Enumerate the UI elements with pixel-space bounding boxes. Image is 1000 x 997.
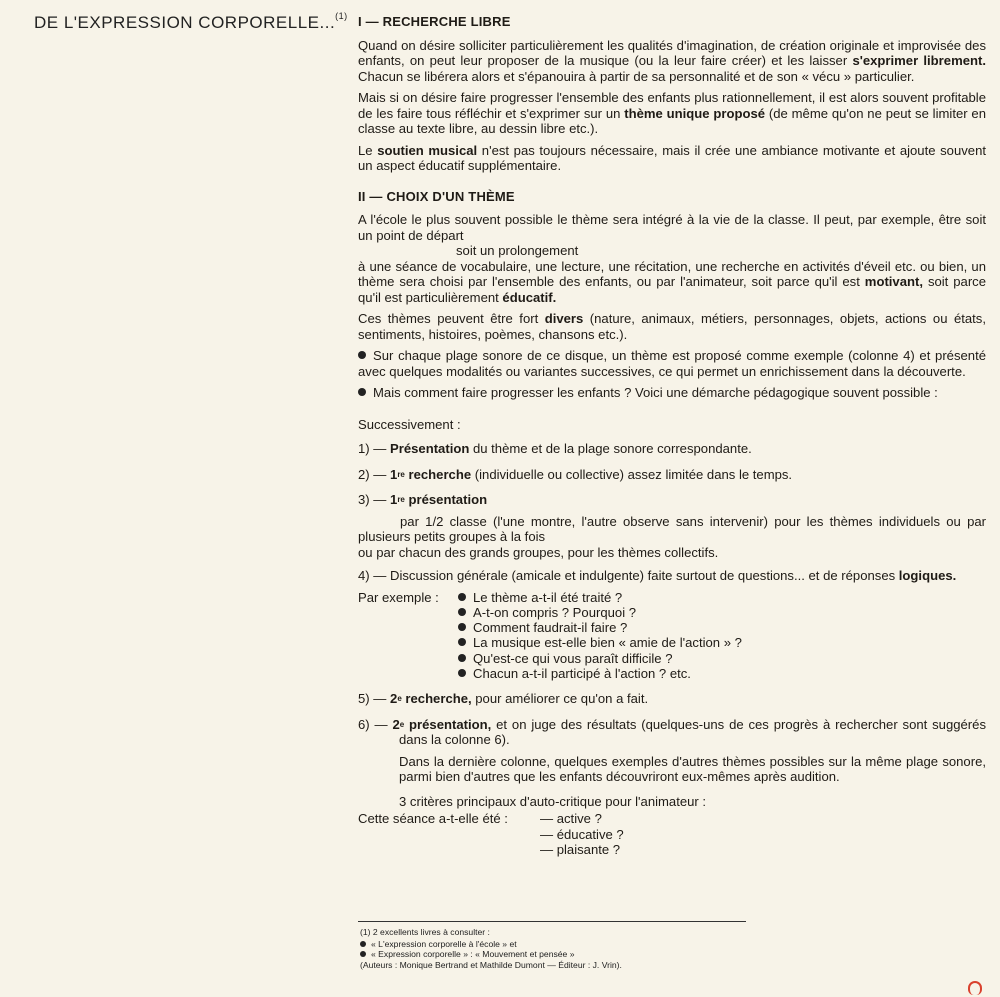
text: (nature, animaux, métiers, personnages, objets, actions ou états, sentiments, histoires, poèmes, chansons etc.). bbox=[358, 311, 986, 342]
text: Qu'est-ce qui vous paraît difficile ? bbox=[473, 650, 673, 666]
list-item bbox=[458, 590, 742, 605]
emphasis: 2 bbox=[392, 716, 400, 732]
text: Le bbox=[358, 142, 378, 158]
emphasis: divers bbox=[544, 311, 584, 326]
text: n'est pas toujours nécessaire, mais il crée une ambiance motivante et ajoute souvent un aspect éducatif supplémentaire. bbox=[358, 142, 986, 173]
criteria-list bbox=[540, 811, 624, 857]
list-item bbox=[458, 635, 742, 650]
text: Mais comment faire progresser les enfants ? Voici une démarche pédagogique souvent possible : bbox=[373, 385, 938, 400]
text: Sur chaque plage sonore de ce disque, un thème est proposé comme exemple (colonne 4) et présenté avec quelques modalités ou variantes successives, ce qui permet un enrichissement dans la découverte. bbox=[358, 348, 986, 379]
section-heading-recherche-libre: I — RECHERCHE LIBRE bbox=[358, 14, 511, 29]
text: Mais si on désire faire progresser l'ensemble des enfants plus rationnellement, il est alors souvent profitable de les faire tous réfléchir et s'exprimer sur un bbox=[358, 90, 986, 121]
bullet-icon bbox=[458, 669, 466, 677]
list-item bbox=[458, 620, 742, 635]
bullet-paragraph bbox=[358, 348, 986, 379]
emphasis: s'exprimer librement. bbox=[852, 53, 986, 68]
side-title-text: DE L'EXPRESSION CORPORELLE... bbox=[34, 13, 336, 32]
text: Chacun se libérera alors et s'épanouira à partir de sa personnalité et de son « vécu » particulier. bbox=[358, 68, 915, 84]
list-item bbox=[458, 666, 742, 681]
text: « L'expression corporelle à l'école » et bbox=[371, 939, 517, 950]
bullet-paragraph bbox=[358, 385, 986, 401]
emphasis: recherche, bbox=[401, 691, 472, 707]
text: A-t-on compris ? Pourquoi ? bbox=[473, 604, 637, 620]
bullet-icon bbox=[458, 638, 466, 646]
step-4 bbox=[358, 568, 986, 584]
footnote-line: (1) 2 excellents livres à consulter : bbox=[360, 927, 490, 937]
text: Le thème a-t-il été traité ? bbox=[473, 589, 623, 605]
footnote-divider bbox=[358, 921, 746, 922]
superscript: e bbox=[399, 719, 405, 729]
list-item: — active ? bbox=[540, 811, 602, 827]
emphasis: thème unique proposé bbox=[624, 105, 766, 121]
criteria bbox=[358, 811, 986, 857]
bullet-icon bbox=[360, 951, 366, 957]
examples-list bbox=[458, 590, 742, 682]
emphasis: 1 bbox=[390, 466, 398, 482]
superscript: e bbox=[397, 694, 402, 704]
step-3-detail: par 1/2 classe (l'une montre, l'autre observe sans intervenir) pour les thèmes individuels ou par plusieurs petits groupes à la fois bbox=[358, 513, 986, 544]
text: « Expression corporelle » : « Mouvement et pensée » bbox=[371, 949, 575, 960]
paragraph: Dans la dernière colonne, quelques exemples d'autres thèmes possibles sur la même plage sonore, parmi bien d'autres que les enfants découvriront eux-mêmes après audition. bbox=[399, 753, 986, 785]
emphasis: motivant, bbox=[864, 274, 923, 289]
text: pour améliorer ce qu'on a fait. bbox=[471, 691, 649, 707]
text: à une séance de vocabulaire, une lecture, une récitation, une recherche en activités d'éveil etc. ou bien, un thème sera choisi par l'ensemble des enfants, ou par l'animateur, soit parce qu'il est bbox=[358, 258, 986, 289]
examples-label: Par exemple : bbox=[358, 589, 439, 605]
text: et on juge des résultats (quelques-uns de ces progrès à rechercher sont suggérés dans la colonne 6). bbox=[399, 716, 986, 748]
emphasis: recherche bbox=[404, 466, 472, 482]
list-item: — éducative ? bbox=[540, 826, 624, 842]
step-6 bbox=[358, 717, 986, 748]
list-item: — plaisante ? bbox=[540, 841, 621, 857]
step-number: 2) — bbox=[358, 466, 391, 482]
paragraph-indent: soit un prolongement bbox=[456, 243, 579, 258]
step-3-detail: ou par chacun des grands groupes, pour les thèmes collectifs. bbox=[358, 544, 719, 560]
text: Ces thèmes peuvent être fort bbox=[358, 311, 545, 326]
bullet-icon bbox=[358, 388, 366, 396]
examples bbox=[358, 590, 986, 682]
text: (individuelle ou collective) assez limitée dans le temps. bbox=[471, 466, 793, 482]
emphasis: éducatif. bbox=[502, 289, 557, 305]
step-2 bbox=[358, 467, 986, 483]
text: du thème et de la plage sonore correspondante. bbox=[469, 441, 752, 456]
step-3 bbox=[358, 492, 986, 508]
bullet-icon bbox=[458, 654, 466, 662]
step-number: 1) — bbox=[358, 441, 391, 456]
footnote-line: (Auteurs : Monique Bertrand et Mathilde Dumont — Éditeur : J. Vrin). bbox=[360, 959, 622, 970]
list-item bbox=[458, 605, 742, 620]
emphasis: présentation, bbox=[404, 716, 492, 732]
paragraph bbox=[358, 38, 986, 85]
text: Quand on désire solliciter particulièrement les qualités d'imagination, de création originale et improvisée des enfants, on peut leur proposer de la musique (ou la leur faire créer) et les laisser bbox=[358, 37, 986, 68]
step-number: 3) — bbox=[358, 492, 391, 507]
text: soit parce qu'il est particulièrement bbox=[358, 274, 987, 305]
red-pen-mark-icon bbox=[968, 981, 982, 995]
criteria-intro: 3 critères principaux d'auto-critique pour l'animateur : bbox=[399, 793, 707, 809]
text: Comment faudrait-il faire ? bbox=[473, 620, 628, 636]
text: A l'école le plus souvent possible le thème sera intégré à la vie de la classe. Il peut, par exemple, être soit un point de départ bbox=[358, 212, 986, 243]
main-column bbox=[358, 14, 986, 857]
text: (de même qu'on ne peut se limiter en classe au texte libre, au dessin libre etc.). bbox=[358, 105, 986, 136]
step-number: 4) — bbox=[358, 568, 391, 583]
emphasis: soutien musical bbox=[377, 142, 478, 158]
section-heading-choix-theme: II — CHOIX D'UN THÈME bbox=[358, 188, 515, 204]
step-5 bbox=[358, 691, 986, 707]
text: La musique est-elle bien « amie de l'action » ? bbox=[473, 635, 742, 651]
footnote bbox=[360, 927, 780, 970]
bullet-icon bbox=[458, 593, 466, 601]
text: Discussion générale (amicale et indulgente) faite surtout de questions... et de réponses bbox=[390, 568, 899, 583]
emphasis: 2 bbox=[390, 691, 398, 707]
superscript: re bbox=[397, 469, 405, 479]
side-title bbox=[34, 13, 348, 33]
bullet-icon bbox=[360, 941, 366, 947]
paragraph bbox=[358, 212, 986, 243]
emphasis: logiques. bbox=[898, 568, 957, 583]
footnote-line bbox=[360, 949, 780, 959]
footnote-line bbox=[360, 939, 780, 949]
emphasis: Présentation bbox=[390, 441, 470, 456]
step-number: 6) — bbox=[358, 716, 393, 732]
superscript: re bbox=[397, 495, 405, 504]
paragraph bbox=[358, 259, 986, 306]
criteria-label: Cette séance a-t-elle été : bbox=[358, 811, 508, 827]
paragraph bbox=[358, 311, 986, 342]
step-number: 5) — bbox=[358, 691, 391, 707]
paragraph bbox=[358, 90, 986, 137]
step-1 bbox=[358, 441, 986, 457]
bullet-icon bbox=[458, 623, 466, 631]
bullet-icon bbox=[358, 351, 366, 359]
list-item bbox=[458, 651, 742, 666]
footnote-marker: (1) bbox=[335, 11, 348, 21]
paragraph bbox=[358, 143, 986, 174]
text: Chacun a-t-il participé à l'action ? etc. bbox=[473, 665, 691, 681]
emphasis: 1 bbox=[390, 492, 398, 507]
emphasis: présentation bbox=[404, 492, 488, 507]
successively-label: Successivement : bbox=[358, 416, 461, 432]
bullet-icon bbox=[458, 608, 466, 616]
